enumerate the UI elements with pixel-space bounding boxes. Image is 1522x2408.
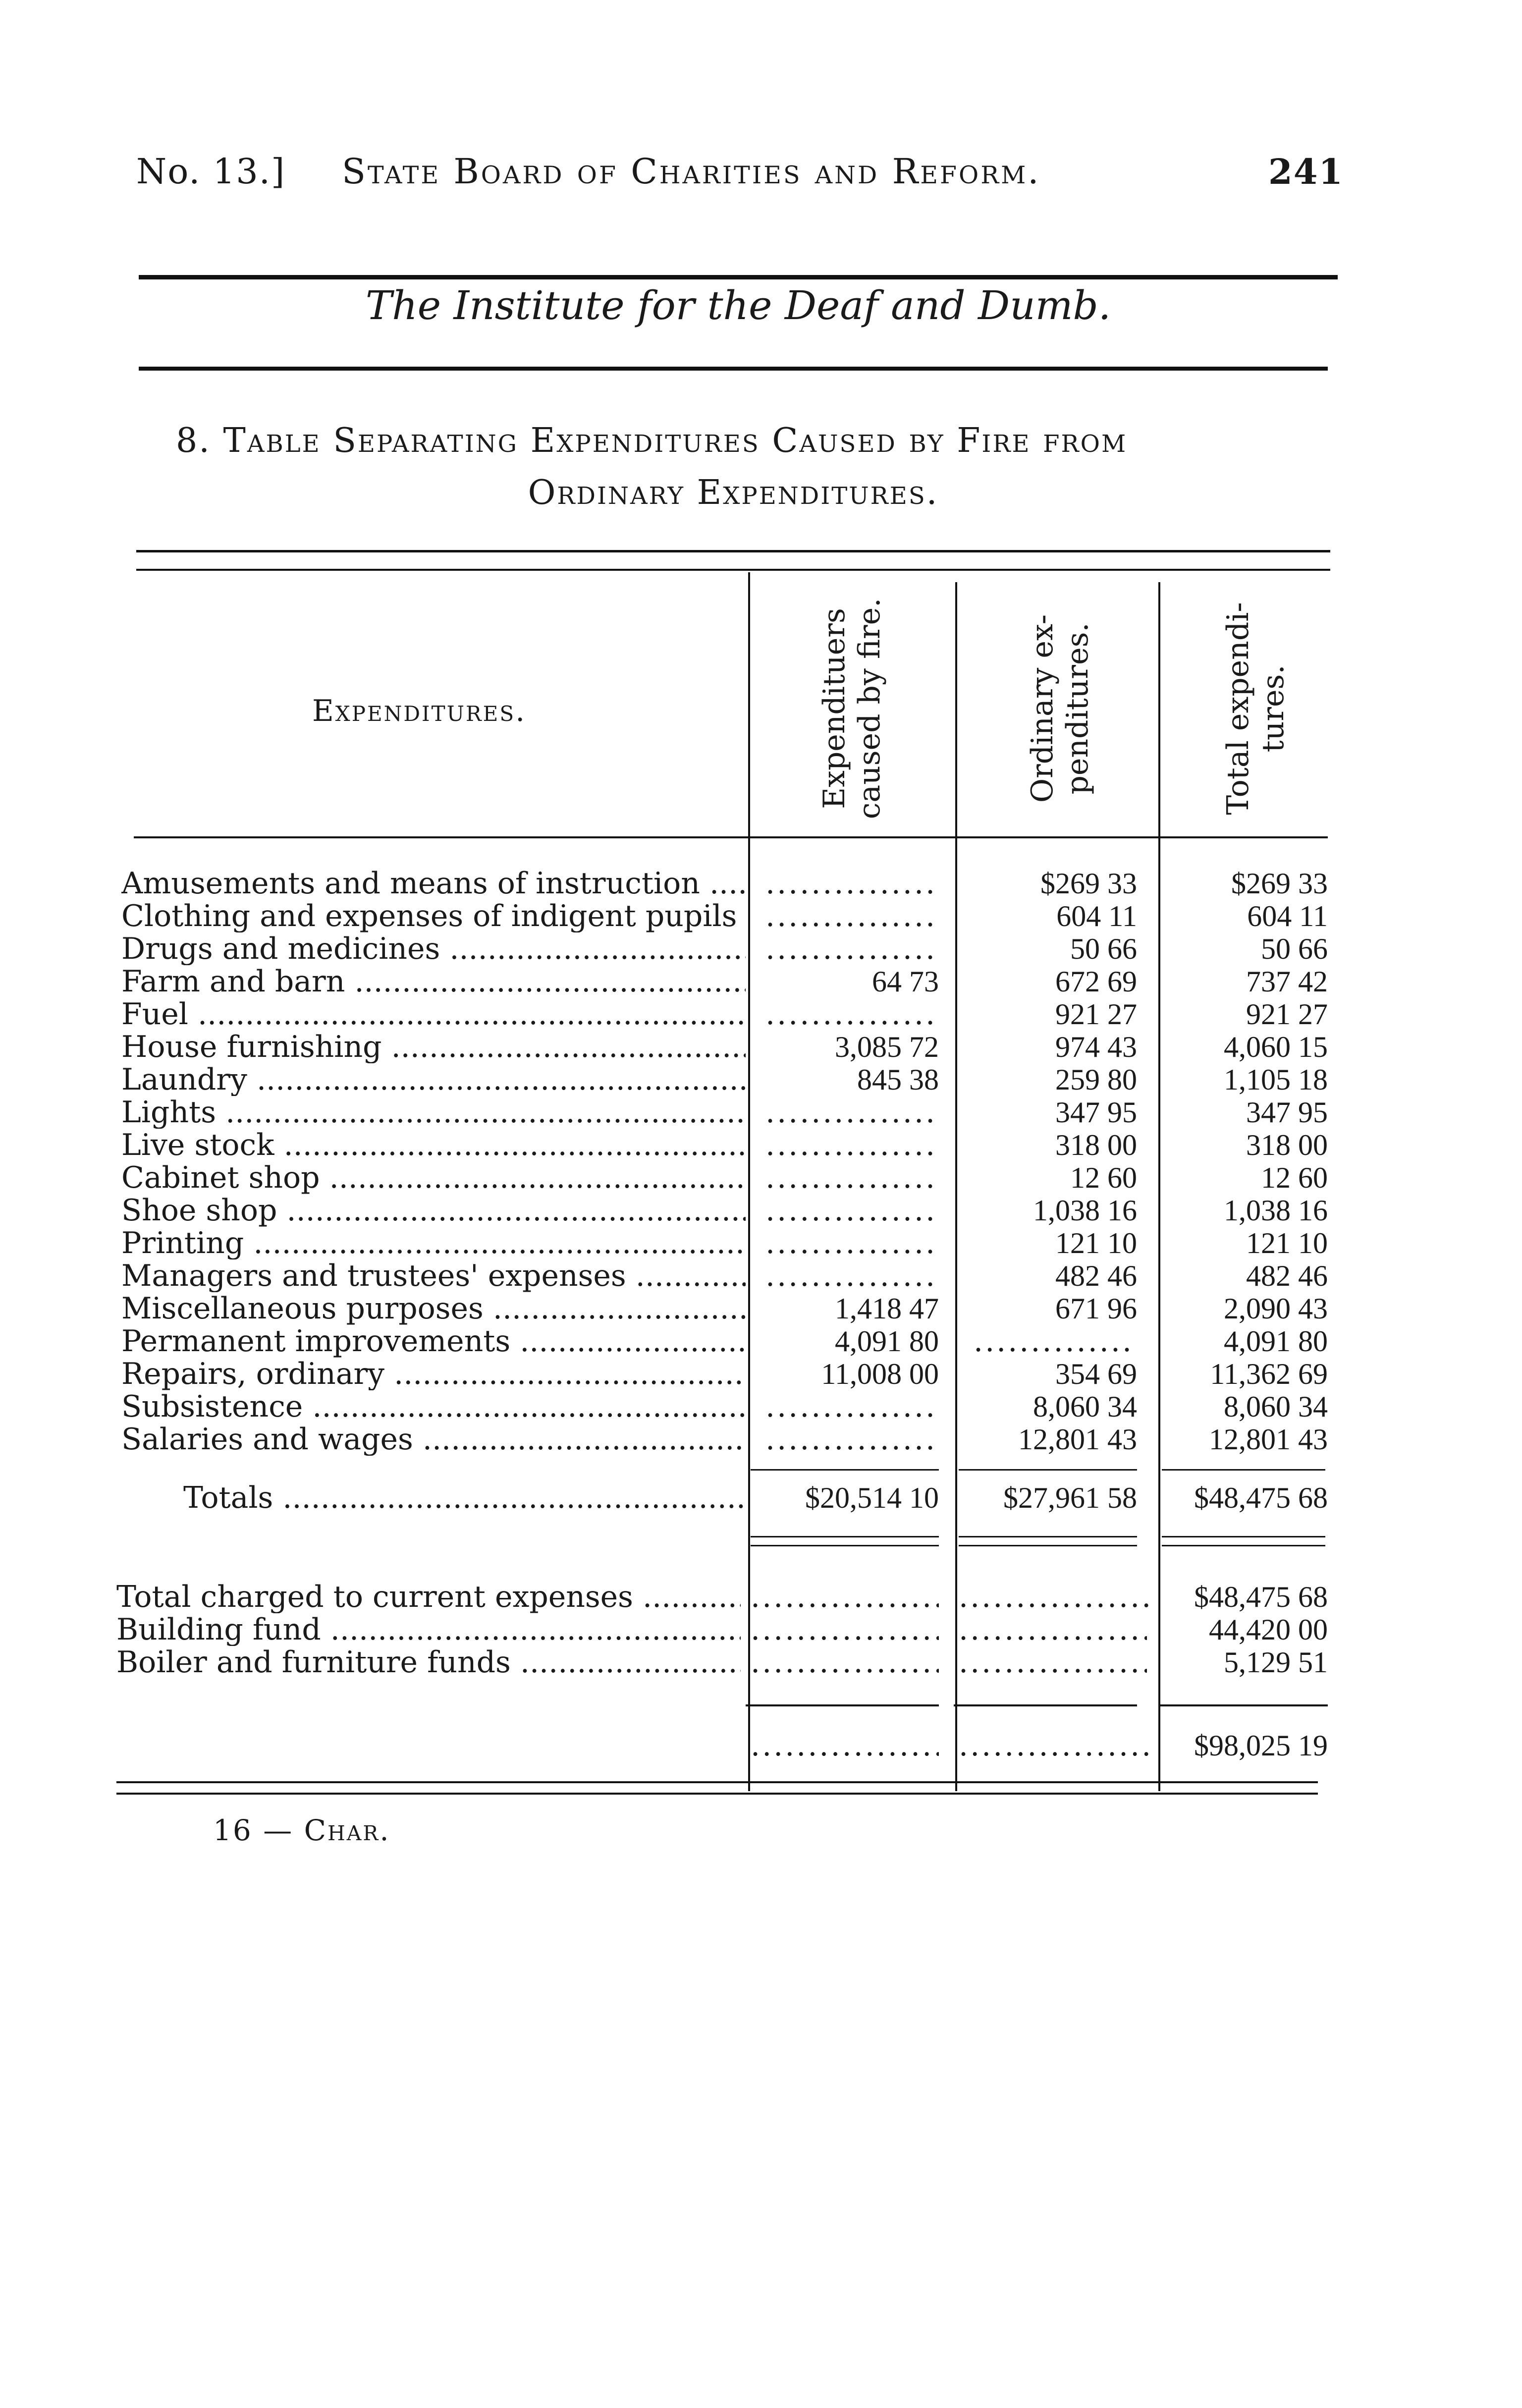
total-cell: 921 27 xyxy=(1246,998,1328,1031)
ordinary-cell: 318 00 xyxy=(1055,1129,1137,1161)
empty-cell-dots xyxy=(959,1729,1154,1762)
fire-cell: 11,008 00 xyxy=(821,1358,939,1390)
empty-cell-dots xyxy=(765,1096,934,1129)
ordinary-cell: 50 66 xyxy=(1070,932,1137,965)
total-cell: 2,090 43 xyxy=(1224,1292,1328,1325)
fire-cell: 845 38 xyxy=(857,1063,939,1096)
totals-double-rule-c2 xyxy=(1162,1545,1325,1546)
ordinary-cell: 974 43 xyxy=(1055,1031,1137,1063)
fire-cell: 3,085 72 xyxy=(835,1031,939,1063)
ordinary-cell: 1,038 16 xyxy=(1033,1194,1137,1227)
table-top-rule-2 xyxy=(136,569,1330,571)
totals-top-rule-1 xyxy=(751,1469,939,1471)
doc-number: No. 13.] xyxy=(136,151,286,192)
section-rule xyxy=(139,367,1328,371)
fire-cell: 64 73 xyxy=(872,965,939,998)
fire-cell: 4,091 80 xyxy=(835,1325,939,1358)
totals-total: $48,475 68 xyxy=(1194,1481,1328,1514)
total-cell: 737 42 xyxy=(1246,965,1328,998)
row-label: Subsistence ..... xyxy=(121,1390,746,1423)
total-cell: 1,105 18 xyxy=(1224,1063,1328,1096)
empty-cell-dots xyxy=(765,1227,934,1259)
total-cell: 11,362 69 xyxy=(1210,1358,1328,1390)
totals-double-rule-c1 xyxy=(1162,1536,1325,1537)
column-header-ordinary: Ordinary ex- penditures. xyxy=(1025,614,1095,803)
row-label: House furnishing ..... xyxy=(121,1031,746,1063)
row-label: Miscellaneous purposes ..... xyxy=(121,1292,746,1325)
total-cell: 1,038 16 xyxy=(1224,1194,1328,1227)
total-cell: 4,060 15 xyxy=(1224,1031,1328,1063)
row-label: Managers and trustees' expenses ..... xyxy=(121,1259,746,1292)
empty-cell-dots xyxy=(765,1423,934,1456)
ordinary-cell: 604 11 xyxy=(1056,900,1137,932)
ordinary-cell: 672 69 xyxy=(1055,965,1137,998)
row-label: Repairs, ordinary ..... xyxy=(121,1358,746,1390)
totals-ordinary: $27,961 58 xyxy=(1003,1481,1137,1514)
running-title: State Board of Charities and Reform. xyxy=(342,151,1041,192)
charge-total: $48,475 68 xyxy=(1194,1581,1328,1613)
empty-cell-dots xyxy=(765,1129,934,1161)
total-cell: 4,091 80 xyxy=(1224,1325,1328,1358)
ordinary-cell: 671 96 xyxy=(1055,1292,1137,1325)
ordinary-cell: 259 80 xyxy=(1055,1063,1137,1096)
empty-cell-dots xyxy=(765,1259,934,1292)
row-label: Shoe shop ..... xyxy=(121,1194,746,1227)
totals-fire: $20,514 10 xyxy=(805,1481,939,1514)
grand-total-rule-2 xyxy=(954,1704,1137,1706)
total-cell: 12 60 xyxy=(1261,1161,1328,1194)
total-cell: 121 10 xyxy=(1246,1227,1328,1259)
empty-cell-dots xyxy=(765,1161,934,1194)
ordinary-cell: 12 60 xyxy=(1070,1161,1137,1194)
totals-top-rule-3 xyxy=(1162,1469,1325,1471)
total-cell: 50 66 xyxy=(1261,932,1328,965)
section-title: The Institute for the Deaf and Dumb. xyxy=(365,282,1111,328)
empty-cell-dots xyxy=(959,1581,1154,1613)
charge-label: Building fund ..... xyxy=(116,1613,741,1646)
total-cell: $269 33 xyxy=(1231,867,1328,900)
empty-cell-dots xyxy=(765,998,934,1031)
header-rule xyxy=(139,275,1338,279)
row-label: Cabinet shop ..... xyxy=(121,1161,746,1194)
total-cell: 12,801 43 xyxy=(1209,1423,1328,1456)
table-bottom-rule-2 xyxy=(116,1793,1318,1795)
empty-cell-dots xyxy=(751,1581,939,1613)
empty-cell-dots xyxy=(751,1613,939,1646)
ordinary-cell: 354 69 xyxy=(1055,1358,1137,1390)
total-cell: 347 95 xyxy=(1246,1096,1328,1129)
row-label: Printing ..... xyxy=(121,1227,746,1259)
page-number: 241 xyxy=(1268,151,1344,192)
row-label: Salaries and wages ..... xyxy=(121,1423,746,1456)
totals-double-rule-a2 xyxy=(751,1545,939,1546)
column-header-expenditures: Expenditures. xyxy=(312,694,527,728)
ordinary-cell: 8,060 34 xyxy=(1033,1390,1137,1423)
ordinary-cell: 121 10 xyxy=(1055,1227,1137,1259)
charge-total: 44,420 00 xyxy=(1209,1613,1328,1646)
row-label: Farm and barn ..... xyxy=(121,965,746,998)
fire-cell: 1,418 47 xyxy=(835,1292,939,1325)
column-header-total: Total expendi- tures. xyxy=(1221,602,1291,815)
row-label: Clothing and expenses of indigent pupils ..... xyxy=(121,900,746,932)
column-rule-1 xyxy=(748,572,750,1791)
empty-cell-dots xyxy=(751,1646,939,1679)
row-label: Amusements and means of instruction ..... xyxy=(121,867,746,900)
grand-total-rule-3 xyxy=(1159,1704,1328,1706)
header-underline xyxy=(134,836,1328,838)
empty-cell-dots xyxy=(959,1613,1147,1646)
charge-label: Total charged to current expenses ..... xyxy=(116,1581,741,1613)
empty-cell-dots xyxy=(765,1194,934,1227)
totals-top-rule-2 xyxy=(959,1469,1137,1471)
charge-total: 5,129 51 xyxy=(1224,1646,1328,1679)
row-label: Drugs and medicines ..... xyxy=(121,932,746,965)
total-cell: 8,060 34 xyxy=(1224,1390,1328,1423)
empty-cell-dots xyxy=(765,932,934,965)
totals-double-rule-b2 xyxy=(959,1545,1137,1546)
empty-cell-dots xyxy=(765,900,934,932)
table-caption-line1: 8. Table Separating Expenditures Caused by Fire from xyxy=(176,421,1128,460)
total-cell: 482 46 xyxy=(1246,1259,1328,1292)
totals-label: Totals ..... xyxy=(183,1481,743,1514)
row-label: Fuel ..... xyxy=(121,998,746,1031)
empty-cell-dots xyxy=(765,867,934,900)
grand-total-rule-1 xyxy=(746,1704,939,1706)
row-label: Lights ..... xyxy=(121,1096,746,1129)
grand-total: $98,025 19 xyxy=(1194,1729,1328,1762)
total-cell: 318 00 xyxy=(1246,1129,1328,1161)
totals-double-rule-a1 xyxy=(751,1536,939,1537)
ordinary-cell: 347 95 xyxy=(1055,1096,1137,1129)
empty-cell-dots xyxy=(974,1325,1132,1358)
total-cell: 604 11 xyxy=(1247,900,1328,932)
row-label: Live stock ..... xyxy=(121,1129,746,1161)
footer-signature: 16 — Char. xyxy=(213,1813,390,1847)
ordinary-cell: 482 46 xyxy=(1055,1259,1137,1292)
row-label: Permanent improvements ..... xyxy=(121,1325,746,1358)
ordinary-cell: 921 27 xyxy=(1055,998,1137,1031)
ordinary-cell: 12,801 43 xyxy=(1018,1423,1137,1456)
table-caption-line2: Ordinary Expenditures. xyxy=(528,473,939,512)
column-header-fire: Expendituers caused by fire. xyxy=(817,598,887,820)
empty-cell-dots xyxy=(751,1729,939,1762)
totals-double-rule-b1 xyxy=(959,1536,1137,1537)
ordinary-cell: $269 33 xyxy=(1040,867,1137,900)
empty-cell-dots xyxy=(959,1646,1147,1679)
table-bottom-rule xyxy=(116,1781,1318,1783)
empty-cell-dots xyxy=(765,1390,934,1423)
row-label: Laundry ..... xyxy=(121,1063,746,1096)
charge-label: Boiler and furniture funds ..... xyxy=(116,1646,741,1679)
table-top-rule xyxy=(136,550,1330,552)
